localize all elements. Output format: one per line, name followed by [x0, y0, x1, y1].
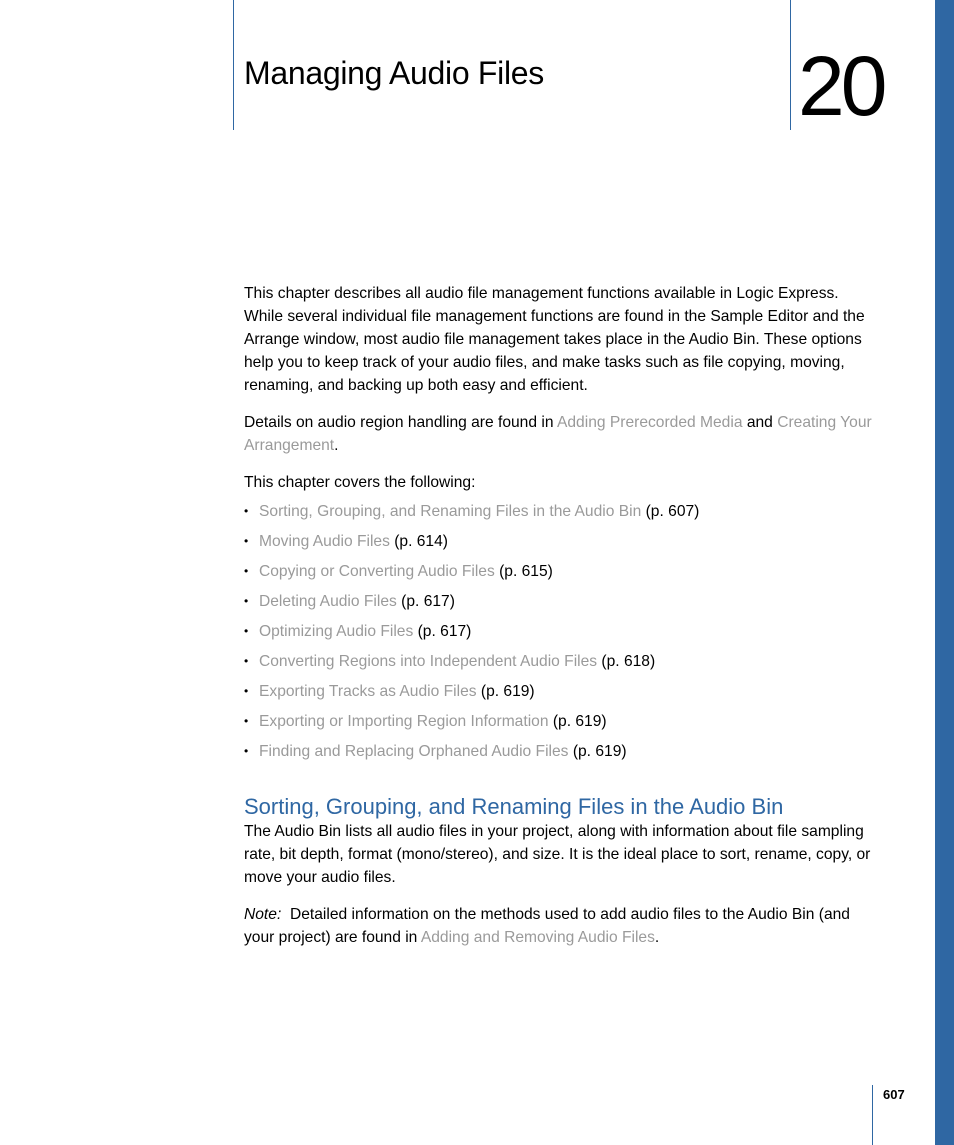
- note-paragraph: [244, 903, 878, 949]
- header-rule-left: [233, 0, 234, 130]
- bullet: •: [244, 534, 249, 548]
- toc-link[interactable]: Exporting or Importing Region Information: [259, 713, 549, 730]
- details-suffix: .: [334, 437, 339, 454]
- side-color-bar: [935, 0, 954, 1145]
- toc-page: (p. 619): [568, 743, 627, 760]
- toc-page: (p. 607): [641, 503, 700, 520]
- toc-link[interactable]: Deleting Audio Files: [259, 593, 397, 610]
- list-item: [244, 740, 878, 770]
- toc-page: (p. 617): [413, 623, 472, 640]
- list-item: [244, 500, 878, 530]
- list-item: [244, 680, 878, 710]
- bullet: •: [244, 744, 249, 758]
- list-item: [244, 620, 878, 650]
- details-prefix: Details on audio region handling are found in: [244, 414, 557, 431]
- page-number: 607: [883, 1087, 905, 1102]
- note-text: Detailed information on the methods used to add audio files to the Audio Bin (and your project) are found in: [244, 906, 855, 946]
- list-item: [244, 590, 878, 620]
- toc-page: (p. 614): [389, 533, 448, 550]
- bullet: •: [244, 624, 249, 638]
- bullet: •: [244, 504, 249, 518]
- link-adding-and-removing-audio-files[interactable]: Adding and Removing Audio Files: [420, 929, 655, 946]
- toc-link[interactable]: Converting Regions into Independent Audio Files: [259, 653, 598, 670]
- toc-link[interactable]: Exporting Tracks as Audio Files: [259, 683, 477, 700]
- list-item: [244, 560, 878, 590]
- chapter-title: Managing Audio Files: [244, 55, 544, 91]
- section-heading: Sorting, Grouping, and Renaming Files in the Audio Bin: [244, 794, 784, 819]
- section-paragraph: The Audio Bin lists all audio files in your project, along with information about file sampling rate, bit depth, format (mono/stereo), and size. It is the ideal place to sort, rename, copy, or move your audio files.: [244, 823, 871, 886]
- footer-rule: [872, 1085, 873, 1145]
- toc-link[interactable]: Sorting, Grouping, and Renaming Files in the Audio Bin: [259, 503, 642, 520]
- link-adding-prerecorded-media[interactable]: Adding Prerecorded Media: [556, 414, 743, 431]
- toc-link[interactable]: Moving Audio Files: [259, 533, 390, 550]
- bullet: •: [244, 684, 249, 698]
- bullet: •: [244, 654, 249, 668]
- list-item: [244, 530, 878, 560]
- toc-page: (p. 618): [597, 653, 656, 670]
- intro-paragraph: This chapter describes all audio file management functions available in Logic Express. While several individual file management functions are found in the Sample Editor and the Arrange window, most audio file management takes place in the Audio Bin. These options help you to keep track of your audio files, and make tasks such as file copying, moving, renaming, and backing up both easy and efficient.: [244, 285, 865, 394]
- list-item: [244, 710, 878, 740]
- note-label: Note:: [244, 906, 282, 923]
- toc-link[interactable]: Finding and Replacing Orphaned Audio Files: [259, 743, 569, 760]
- header-rule-right: [790, 0, 791, 130]
- bullet: •: [244, 564, 249, 578]
- link-creating-your-arrangement[interactable]: Creating Your Arrangement: [244, 414, 872, 454]
- toc-link[interactable]: Optimizing Audio Files: [259, 623, 414, 640]
- details-and: and: [742, 414, 778, 431]
- toc-page: (p. 615): [494, 563, 553, 580]
- note-suffix: .: [654, 929, 660, 946]
- toc-list: [244, 500, 878, 770]
- list-item: [244, 650, 878, 680]
- bullet: •: [244, 594, 249, 608]
- bullet: •: [244, 714, 249, 728]
- toc-page: (p. 619): [476, 683, 535, 700]
- details-paragraph: [244, 411, 878, 457]
- page-content: [244, 282, 878, 963]
- covers-intro: This chapter covers the following:: [244, 474, 476, 491]
- toc-page: (p. 617): [396, 593, 455, 610]
- toc-link[interactable]: Copying or Converting Audio Files: [259, 563, 495, 580]
- toc-page: (p. 619): [548, 713, 607, 730]
- chapter-number: 20: [798, 39, 884, 133]
